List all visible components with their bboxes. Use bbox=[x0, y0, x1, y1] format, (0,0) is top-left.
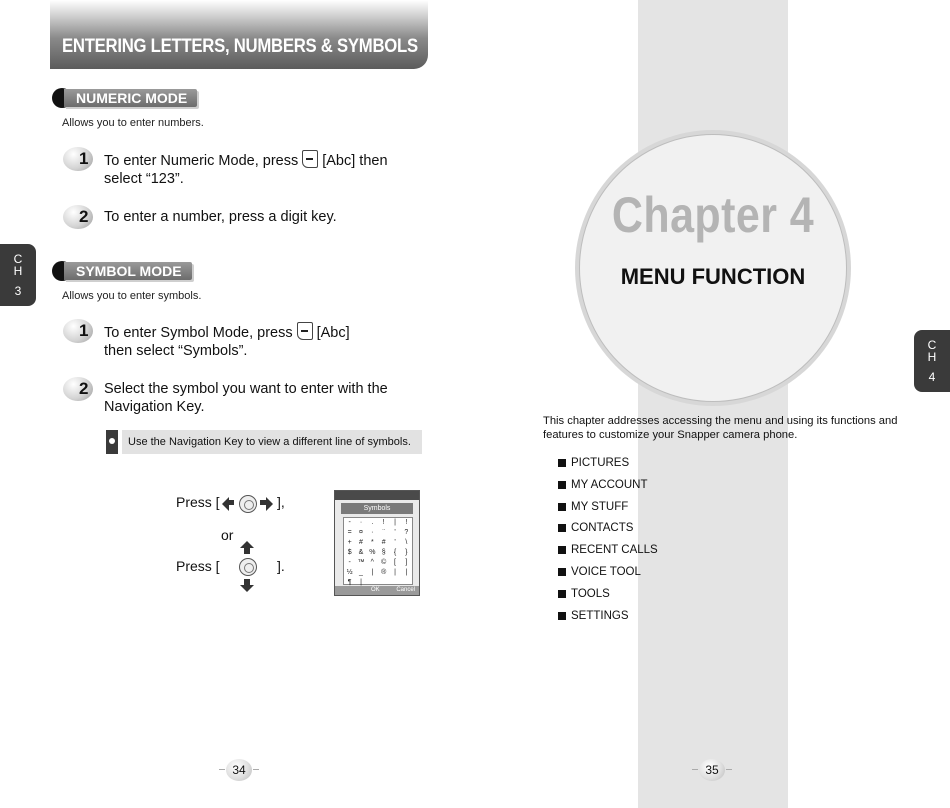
symbol-cell: [ bbox=[394, 559, 396, 566]
symbol-cell: | bbox=[405, 569, 408, 576]
symbol-cell: - bbox=[348, 519, 351, 526]
arrow-down-icon bbox=[240, 585, 254, 592]
symbol-cell: - bbox=[348, 559, 351, 566]
symbol-cell: ½ bbox=[346, 569, 353, 576]
abc-key-icon bbox=[302, 150, 318, 168]
symbol-cell: _ bbox=[359, 569, 363, 576]
arrow-up-icon bbox=[240, 541, 254, 548]
chapter-label: Chapter 4 bbox=[611, 187, 815, 243]
symbol-cell: { bbox=[393, 549, 397, 556]
note-bullet-icon bbox=[106, 430, 118, 454]
symbol-cell: + bbox=[347, 539, 352, 546]
symbol-cell: \ bbox=[405, 539, 408, 546]
page-number-right: 35 bbox=[699, 759, 725, 781]
page-number-left: 34 bbox=[226, 759, 252, 781]
list-item: TOOLS bbox=[558, 586, 658, 608]
header-band bbox=[50, 0, 428, 69]
chapter-tab-3: C H 3 bbox=[0, 244, 36, 306]
symbol-cell: ' bbox=[394, 529, 396, 536]
press-up-down-prefix: Press [ bbox=[176, 558, 220, 574]
symbol-step-2: Select the symbol you want to enter with the Navigation Key. bbox=[104, 381, 388, 415]
symbol-cell: ^ bbox=[370, 559, 374, 566]
symbol-cell: § bbox=[381, 549, 386, 556]
symbol-cell: . bbox=[371, 519, 374, 526]
symbol-cell: & bbox=[358, 549, 364, 556]
arrow-right-icon bbox=[266, 497, 273, 511]
symbol-step-1: To enter Symbol Mode, press [Abc] then select “Symbols”. bbox=[104, 322, 424, 360]
symbol-cell: } bbox=[405, 549, 408, 556]
symbol-cell: ¶ bbox=[347, 579, 352, 586]
symbol-cell: ¤ bbox=[359, 529, 363, 536]
symbol-cell: | bbox=[371, 569, 374, 576]
symbol-cell: · bbox=[371, 529, 374, 536]
menu-list bbox=[558, 455, 658, 629]
list-item: VOICE TOOL bbox=[558, 564, 658, 586]
list-item: MY ACCOUNT bbox=[558, 477, 658, 499]
symbol-cell: ’ bbox=[394, 539, 396, 546]
numeric-step-1: To enter Numeric Mode, press [Abc] then select “123”. bbox=[104, 150, 424, 188]
symbol-cell: % bbox=[369, 549, 376, 556]
symbol-cell: · bbox=[359, 519, 363, 526]
or-text: or bbox=[221, 527, 234, 543]
symbol-cell: $ bbox=[347, 549, 352, 556]
list-item: SETTINGS bbox=[558, 608, 658, 630]
abc-key-icon bbox=[297, 322, 313, 340]
note-text: Use the Navigation Key to view a different line of symbols. bbox=[122, 430, 422, 454]
numeric-description: Allows you to enter numbers. bbox=[62, 117, 204, 129]
chapter-title: MENU FUNCTION bbox=[620, 264, 806, 289]
nav-up-down-keys bbox=[239, 541, 257, 597]
press-left-right-suffix: ], bbox=[277, 494, 285, 510]
symbol-cell: * bbox=[370, 539, 374, 546]
symbol-cell: ¨ bbox=[382, 529, 385, 536]
step-number-1: 1 bbox=[63, 147, 95, 171]
symbol-cell: | bbox=[360, 579, 362, 586]
symbol-cell: © bbox=[381, 559, 387, 566]
step-number-1: 1 bbox=[63, 319, 95, 343]
symbol-cell: # bbox=[359, 539, 363, 546]
nav-left-right-keys bbox=[222, 495, 272, 513]
chapter-intro: This chapter addresses accessing the menu and using its functions and features to customize your Snapper camera phone. bbox=[543, 415, 898, 441]
symbol-cell: ™ bbox=[357, 559, 365, 566]
list-item: RECENT CALLS bbox=[558, 542, 658, 564]
chapter-tab-4: C H 4 bbox=[914, 330, 950, 392]
step-number-2: 2 bbox=[63, 205, 95, 229]
phone-status-bar bbox=[335, 491, 419, 500]
symbol-cell: ! bbox=[382, 519, 385, 526]
symbol-cell: ? bbox=[404, 529, 409, 536]
nav-key-icon bbox=[239, 495, 257, 513]
step-number-2: 2 bbox=[63, 377, 95, 401]
phone-screen-title: Symbols bbox=[341, 503, 413, 514]
note-box bbox=[106, 430, 422, 454]
phone-symbol-screen bbox=[334, 490, 420, 596]
symbol-cell: # bbox=[381, 539, 386, 546]
list-item: CONTACTS bbox=[558, 520, 658, 542]
list-item: MY STUFF bbox=[558, 499, 658, 521]
symbol-mode-heading: SYMBOL MODE bbox=[52, 261, 202, 281]
phone-soft-keys: OK Cancel bbox=[335, 586, 419, 595]
page-title: ENTERING LETTERS, NUMBERS & SYMBOLS bbox=[62, 36, 418, 57]
press-up-down-suffix: ]. bbox=[277, 558, 285, 574]
symbol-cell: ! bbox=[405, 519, 408, 526]
symbol-grid bbox=[343, 517, 413, 585]
symbol-cell: | bbox=[394, 569, 396, 576]
nav-key-icon bbox=[239, 558, 257, 576]
symbol-description: Allows you to enter symbols. bbox=[62, 290, 202, 302]
numeric-mode-heading: NUMERIC MODE bbox=[52, 88, 212, 108]
press-left-right-prefix: Press [ bbox=[176, 494, 220, 510]
symbol-cell: = bbox=[347, 529, 352, 536]
list-item: PICTURES bbox=[558, 455, 658, 477]
symbol-cell: ] bbox=[405, 559, 408, 566]
symbol-cell: ® bbox=[381, 569, 387, 576]
symbol-cell: | bbox=[394, 519, 396, 526]
numeric-step-2: To enter a number, press a digit key. bbox=[104, 209, 337, 225]
